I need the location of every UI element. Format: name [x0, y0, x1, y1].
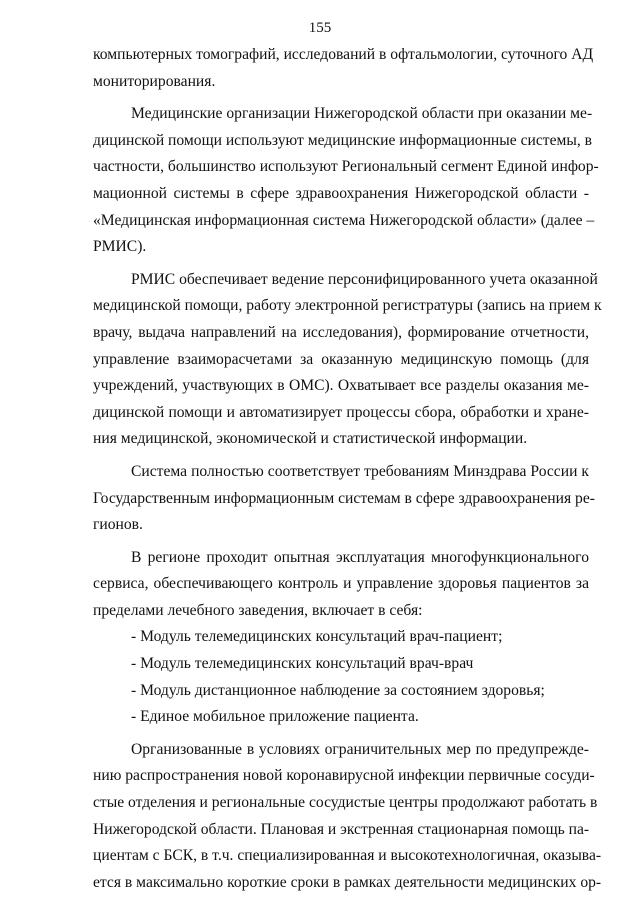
text-line: ется в максимально короткие сроки в рамках деятельности медицинских ор- [93, 873, 602, 891]
list-item: - Единое мобильное приложение пациента. [131, 708, 419, 726]
text-line: дицинской помощи используют медицинские информационные системы, в [93, 131, 592, 149]
text-line: Организованные в условиях ограничительных мер по предупрежде- [131, 740, 589, 758]
text-line: Нижегородской области. Плановая и экстренная стационарная помощь па- [93, 820, 590, 838]
paragraph [93, 267, 602, 453]
text-line: Государственным информационным системам в сфере здравоохранения ре- [93, 489, 595, 507]
text-line: стые отделения и региональные сосудистые центры продолжают работать в [93, 794, 598, 812]
text-line: сервиса, обеспечивающего контроль и управление здоровья пациентов за [93, 575, 589, 593]
text-line: мационной системы в сфере здравоохранения Нижегородской области - [93, 184, 589, 202]
text-line: частности, большинство используют Региональный сегмент Единой инфор- [93, 158, 599, 176]
paragraph [93, 459, 595, 539]
text-line: компьютерных томографий, исследований в офтальмологии, суточного АД [93, 46, 594, 63]
paragraph [93, 545, 589, 625]
text-line: циентам с БСК, в т.ч. специализированная и высокотехнологичная, оказыва- [93, 847, 602, 865]
text-line: пределами лечебного заведения, включает в себя: [93, 601, 423, 619]
text-line: управление взаиморасчетами за оказанную медицинскую помощь (для [93, 350, 589, 368]
body-text [93, 42, 602, 896]
text-line: дицинской помощи и автоматизирует процессы сбора, обработки и хране- [93, 403, 589, 421]
text-line: РМИС). [93, 238, 147, 256]
text-line: медицинской помощи, работу электронной регистратуры (запись на прием к [93, 297, 602, 315]
text-line: ния медицинской, экономической и статистической информации. [93, 430, 528, 448]
text-line: «Медицинская информационная система Нижегородской области» (далее – [93, 211, 595, 229]
page-number: 155 [308, 20, 332, 36]
list-item: - Модуль телемедицинских консультаций врач-врач [131, 655, 474, 673]
list-item: - Модуль телемедицинских консультаций врач-пациент; [131, 628, 503, 646]
module-list [93, 624, 589, 730]
text-line: врачу, выдача направлений на исследования), формирование отчетности, [93, 323, 589, 341]
text-line: РМИС обеспечивает ведение персонифицированного учета оказанной [131, 270, 598, 288]
list-item: - Модуль дистанционное наблюдение за состоянием здоровья; [131, 681, 545, 699]
text-line: Медицинские организации Нижегородской области при оказании ме- [131, 105, 593, 123]
paragraph [93, 737, 602, 897]
text-line: мониторирования. [93, 72, 216, 90]
text-line: Система полностью соответствует требованиям Минздрава России к [131, 462, 589, 480]
paragraph [93, 42, 594, 95]
text-line: учреждений, участвующих в ОМС). Охватывает все разделы оказания ме- [93, 377, 589, 395]
paragraph [93, 101, 599, 261]
text-line: нию распространения новой коронавирусной инфекции первичные сосуди- [93, 767, 595, 785]
text-line: В регионе проходит опытная эксплуатация многофункционального [131, 548, 589, 566]
text-line: гионов. [93, 516, 143, 534]
